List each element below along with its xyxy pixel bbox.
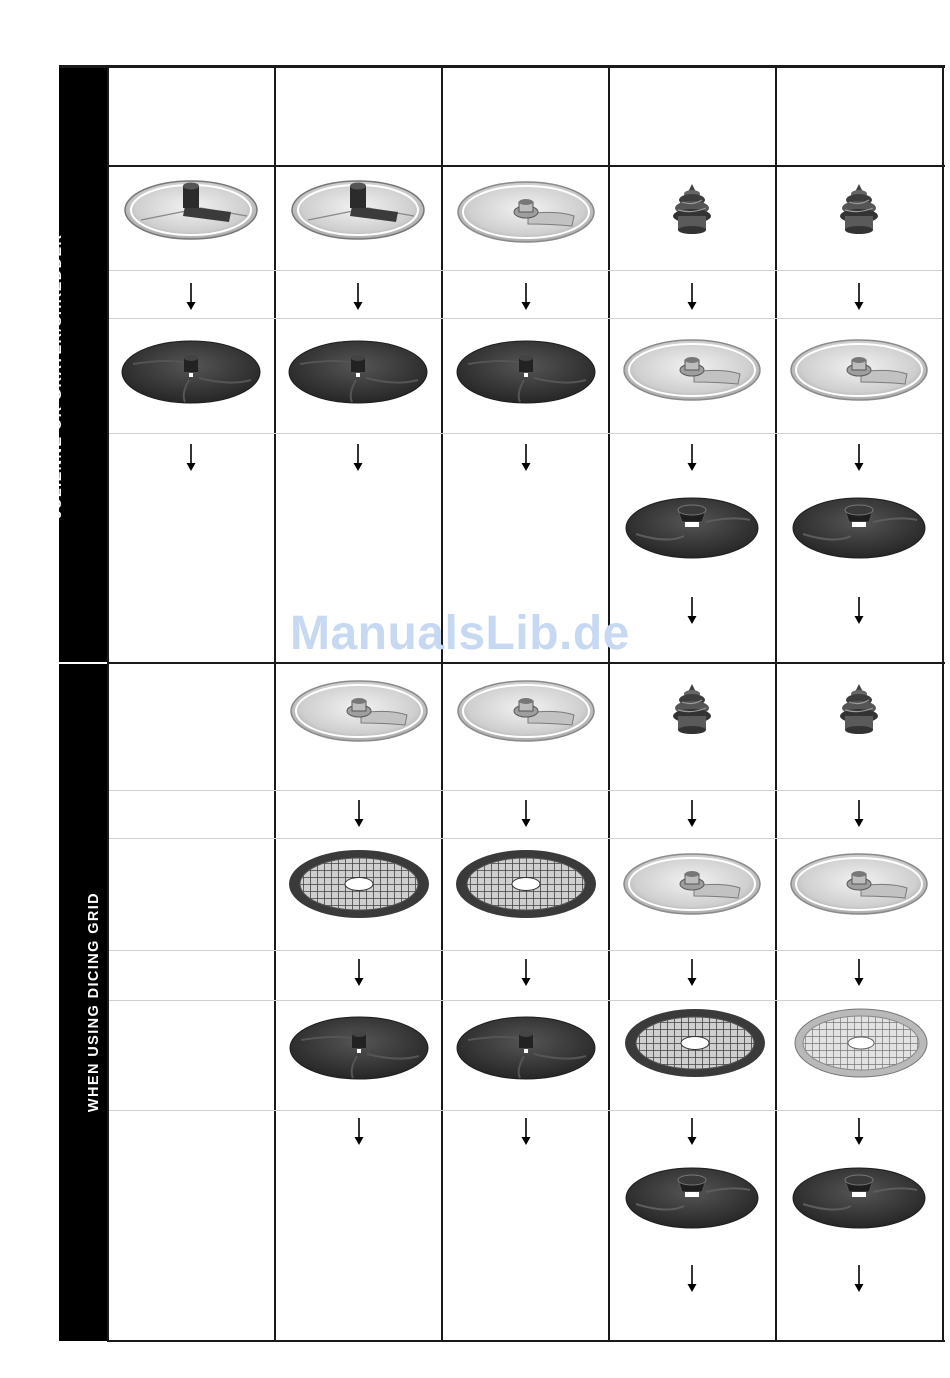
section-label-dicing: WHEN USING DICING GRID <box>86 891 102 1113</box>
arrow-down-icon <box>522 800 531 827</box>
arrow-down-icon <box>355 1118 364 1145</box>
arrow-down-icon <box>688 444 697 471</box>
cutting-disc-icon <box>291 681 427 741</box>
arrow-down-icon <box>522 444 531 471</box>
arrow-down-icon <box>688 597 697 624</box>
arrow-down-icon <box>522 959 531 986</box>
arrow-down-icon <box>355 959 364 986</box>
ejector-cone-icon <box>626 498 758 558</box>
arrow-down-icon <box>688 1118 697 1145</box>
impeller-icon <box>840 184 878 234</box>
arrow-down-icon <box>688 959 697 986</box>
impeller-icon <box>840 684 878 734</box>
impeller-icon <box>673 684 711 734</box>
ejector-plate-icon <box>289 341 427 403</box>
ejector-plate-icon <box>457 1017 595 1079</box>
cutting-disc-icon <box>791 340 927 400</box>
arrow-down-icon <box>855 283 864 310</box>
ejector-plate-icon <box>290 1017 428 1079</box>
dicing-grid-icon <box>625 1009 765 1077</box>
cutting-disc-icon <box>624 854 760 914</box>
ejector-plate-icon <box>122 341 260 403</box>
ejector-plate-icon <box>457 341 595 403</box>
ejector-cone-icon <box>626 1168 758 1228</box>
slicer-disc-icon <box>125 181 257 239</box>
cutting-disc-icon <box>791 854 927 914</box>
arrow-down-icon <box>855 1118 864 1145</box>
arrow-down-icon <box>187 283 196 310</box>
cutting-disc-icon <box>624 340 760 400</box>
section-label-slicing-line2: JULIENNE OR GRATER/SHREDDER <box>49 233 65 519</box>
dicing-grid-icon <box>456 850 596 918</box>
ejector-cone-icon <box>793 1168 925 1228</box>
arrow-down-icon <box>855 959 864 986</box>
cutting-disc-icon <box>458 182 594 242</box>
arrow-down-icon <box>855 444 864 471</box>
dicing-grid-icon <box>289 850 429 918</box>
impeller-icon <box>673 184 711 234</box>
arrow-down-icon <box>688 283 697 310</box>
arrow-down-icon <box>855 800 864 827</box>
ejector-cone-icon <box>793 498 925 558</box>
arrow-down-icon <box>855 597 864 624</box>
arrow-down-icon <box>688 800 697 827</box>
section-label-slicing-line1: WHEN USING SLICER, CRIMPING SLICER, <box>31 204 47 548</box>
arrow-down-icon <box>355 800 364 827</box>
slicer-disc-icon <box>292 181 424 239</box>
cutting-disc-icon <box>458 681 594 741</box>
arrow-down-icon <box>522 1118 531 1145</box>
arrow-down-icon <box>187 444 196 471</box>
arrow-down-icon <box>354 283 363 310</box>
watermark-text: ManualsLib.de <box>290 607 630 660</box>
arrow-down-icon <box>855 1265 864 1292</box>
arrow-down-icon <box>522 283 531 310</box>
dicing-grid-light-icon <box>795 1009 927 1077</box>
arrow-down-icon <box>688 1265 697 1292</box>
arrow-down-icon <box>354 444 363 471</box>
